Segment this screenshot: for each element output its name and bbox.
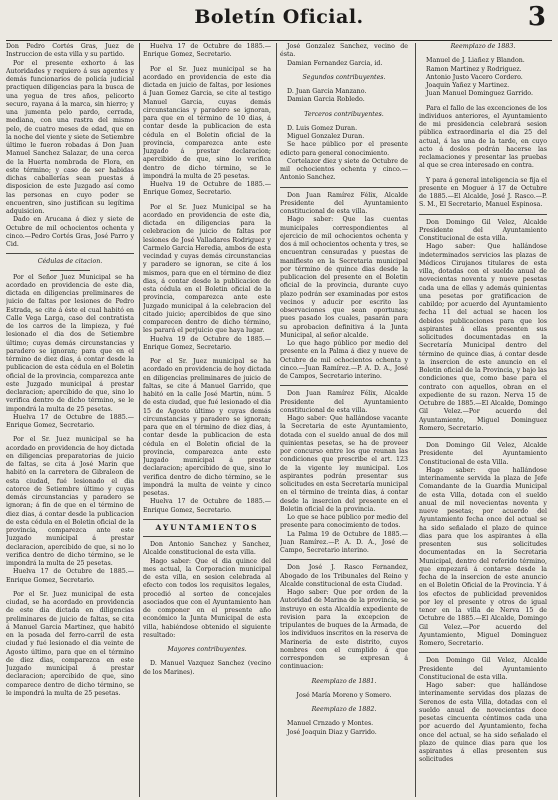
list-item: D. Manuel Vazquez Sanchez (vecino de los Marines). [143, 660, 271, 676]
signature: Huelva 17 de Octubre de 1885.—Enrique Gomez, Secretario. [143, 498, 271, 514]
paragraph: Por el presente exhorto á las Autoridades y requiero á sus agentes y demás funcionarios de policía judicial practiquen diligencias para la busca de una yegua de tres años, pelicorto securo, rayana á la marca, sin hierro; y una jumenta pelo pardo, cerrada, mediana, con una rastra del mismo pelo, de cuatro meses de edad, que en la noche del viente y siete de Setiembre último le fueron robadas á Don Juan Manuel Sanchez Salazar, de una cerca de la Huerta nombrada de Flora, en este término; y caso de ser habidas dichas caballerías sean puestas á disposicion de este Juzgado así como las personas en cuyo poder se encuentren, sino justifican su legítima adquisicion. [6, 59, 134, 215]
paragraph: Por el Señor Juez Municipal se ha acordado en providencia de este dia, dictada en diligencias preliminares de juicio de faltas por lesiones de Pedro Estrada, se cite á éste el cual habitó en Calle Vega Larga, caso del contratista de los carros de la limpieza, y fué lesionado el dia dos de Setiembre último; cuyas demás circunstancias y paradero se ignoran; para que en el término de diez dias, á contar desde la publicacion de esta cédula en el Boletin oficial de la provincia, comparezca ante este Juzgado municipal á prestar declaracion; apercibido de que, sino lo verifica dentro de dicho término, se le impondrá la multa de 25 pesetas. [6, 273, 134, 413]
page-header [0, 0, 558, 42]
subheading: Reemplazo de 1883. [450, 43, 516, 50]
column-4 [419, 43, 547, 797]
column-1 [6, 43, 134, 797]
paragraph: Don Domingo Gil Velez, Alcalde Presidente del Ayuntamiento Constitucional de esta Villa. [419, 442, 547, 466]
paragraph: Lo que hago público por medio del presente en la Palma á diez y nueve de Octubre de mil ochocientos ochenta y cinco.—Juan Ramírez.—P. A. D. A., José de Campos, Secretario interino. [280, 340, 408, 380]
paragraph: Don Domingo Gil Velez, Alcalde Presidente del Ayuntamiento Constitucional de esta villa. [419, 657, 547, 681]
list-item: Damian Garcia Robledo. [287, 96, 365, 104]
paragraph: Hago saber: Que hallándose indeterminados servicios las plazas de Médicos Cirujanos titulares de esta villa, dotadas con el sueldo anual de novecientas noventa y nueve pesetas cada una de ellas y además quinientas una pesetas por gratificacion de cabildo; por acuerdo del Ayuntamiento fecha 11 del actual se hacen los debidos publicaciones para que los aspirantes á ellas presenten sus solicitudes documentadas en la Secretaría Municipal dentro del término de quince dias, á contar desde la insercion de este anuncio en el Boletin oficial de la Provincia, y bajo las condiciones que, como base para el contrato con aquellos, obran en el expediente de su razon. Nerva 15 de Octubre de 1885.—El Alcalde, Domingo Gil Velez.—Por acuerdo del Ayuntamiento, Miguel Dominguez Romero, Secretario. [419, 243, 547, 432]
paragraph: Dado en Arucana á diez y siete de Octubre de mil ochocientos ochenta y cinco.—Pedro Cortés Gras, José Parro y Cid. [6, 216, 134, 248]
page-number: 3 [527, 2, 546, 32]
paragraph: Don Domingo Gil Velez, Alcalde Presidente del Ayuntamiento Constitucional de esta villa. [419, 218, 547, 242]
paragraph: Lo que se hace público por medio del presente para conocimiento de todos. [280, 514, 408, 530]
column-separator [276, 43, 277, 797]
subheading: Terceros contribuyentes. [304, 110, 384, 118]
paragraph: Hago saber: que hallándose interinamente servidas dos plazas de Serenos de esta Villa, dotadas con el sueldo anual de novecientas doce pesetas cincuenta céntimos cada una por acuerdo del Ayuntamiento, fecha once del actual, se ha sido señalado el plazo de quince dias para que los aspirantes á ellas presenten sus solicitudes [419, 682, 547, 764]
paragraph: Por el Sr. Juez municipal de esta ciudad, se ha acordado en providencia de este dia dictada en diligencias preliminares de juicio de faltas, se cita á Manuel Garcia Martinez, que habitó en la posada del ferro-carril de esta ciudad y fué lesionado el dia veinte de Agosto último, para que en el término de diez dias, comparezca en este Juzgado municipal á prestar declaracion; apercibido de que, sino comparece dentro de dicho término, se le impondrá la multa de 25 pesetas. [6, 590, 134, 697]
paragraph: Don Juan Ramírez Félix, Alcalde Presidente del Ayuntamiento constitucional de esta villa. [280, 390, 408, 414]
paragraph: Don Antonio Sanchez y Sanchez, Alcalde constitucional de esta villa. [143, 541, 271, 557]
list-item: José Gonzalez Sanchez, vecino de ésta. [280, 43, 408, 59]
section-divider [280, 187, 408, 188]
column-2 [143, 43, 271, 797]
list-item: D. Luis Gomez Duran. [287, 124, 358, 132]
column-separator [415, 43, 416, 797]
list-item: José Joaquin Diaz y Garrido. [287, 728, 377, 736]
subheading: Mayores contribuyentes. [167, 646, 247, 653]
paragraph: Por el Sr. Juez municipal se ha acordado en providencia de este dia dictada en juicio de faltas, por lesiones á Juan Gomez Garcia, se cite al testigo Manuel Garcia, cuyas demás circunstancias y paradero se ignoran, para que en el término de 10 dias, á contar desde la publicacion de esta cédula en el Boletin oficial de la provincia, comparezca ante este Juzgado á prestar declaracion; apercibido de que, sino lo verifica dentro de dicho término, se le impondrá la multa de 25 pesetas. [143, 65, 271, 180]
section-divider [143, 536, 271, 537]
section-heading: Cédulas de citacion. [37, 258, 103, 266]
signature: Huelva 17 de Octubre de 1885.—Enrique Gomez, Secretario. [6, 413, 134, 429]
paragraph: Don Juan Ramírez Félix, Alcalde Presidente del Ayuntamiento constitucional de esta villa. [280, 191, 408, 215]
list-item: Ramon Martinez y Rodriguez. [426, 65, 522, 73]
paragraph: Por el Sr. Juez municipal se ha acordado en providencia de hoy dictada en diligencias preparatorias de juicio de faltas, se cita á José Marin que habitó en la carretera de Gibraleon de esta ciudad, fué lesionado el dia catorce de Setiembre último y cuyas demás circunstancias y paradero se ignoran; á fin de que en el término de diez dias, á contar desde la publicacion de esta cédula en el Boletin oficial de la provincia, comparezca ante este Juzgado municipal á prestar declaracion, apercibido de que, si no lo verifica dentro de dicho término, se le impondrá la multa de 25 pesetas. [6, 436, 134, 567]
section-divider [6, 253, 134, 254]
list-item: Manuel de J. Liañez y Blandon. [426, 57, 525, 65]
section-heading-ayuntamientos: AYUNTAMIENTOS [155, 522, 259, 532]
list-item: D. Juan Garcia Manzano. [287, 88, 367, 95]
subheading: Segundos contribuyentes. [302, 73, 386, 81]
list-item: José María Moreno y Somero. [296, 691, 392, 699]
paragraph: Hago saber: Que las cuentas municipales correspondientes al ejercicio de mil ochocientos ochenta y dos á mil ochocientos ochenta y tres, se encuentran censuradas y puestas de manifiesto en la Secretaria municipal por término de quince dias desde la publicacion del presente en el Boletin oficial de la provincia, durante cuyo plazo podrán ser examinadas por estos vecinos y aducir por escrito las observaciones que sean oportunas; pues pasado los cuales, pasarán para su aprobacion definitiva á la Junta Municipal, al señor alcalde. [280, 216, 408, 339]
list-item: Damian Fernandez Garcia, id. [287, 59, 383, 67]
subheading: Reemplazo de 1882. [311, 706, 377, 713]
column-3 [280, 43, 408, 797]
paragraph: Para el fallo de las excenciones de los individuos anteriores, el Ayuntamiento de mi presidencia celebrará sesion pública extraordinaria el dia 25 del actual, á las una de la tarde, en cuyo acto á doslos podrán hacerse las reclamaciones y presentar las pruebas al que se crea interesado en contra. [419, 104, 547, 170]
section-divider [280, 385, 408, 386]
paragraph: Don José J. Rasco Fernandez, Abogado de los Tribunales del Reino y Alcalde constitucional de esta Ciudad. [280, 564, 408, 588]
list-item: Manuel Crnzado y Montes. [287, 720, 374, 728]
list-item: Miguel Gonzalez Duran. [287, 133, 365, 140]
paragraph: Y para á general inteligencia se fija el presente en Moguer á 17 de Octubre de 1885.—El Alcalde, José J. Rasco.—P. S. M., El Secretario, Manuel Espinosa. [419, 176, 547, 209]
columns [0, 43, 558, 800]
signature: Huelva 19 de Octubre de 1885.—Enrique Gomez, Secretario. [143, 335, 271, 351]
column-separator [139, 43, 140, 797]
paragraph: Hago saber: Que por orden de la Autoridad de Marina de la provincia, se instruyo en esta Alcaldía expediente de revision para la excepcion de tripulantes de buques de la Armada, de los individuos inscritos en la reserva de Marineria de este distrito, cuyos nombres con el cumplido á que corresponden se expresan á continuacion: [280, 589, 408, 671]
list-item: Antonio Justo Vacero Cordero. [426, 73, 523, 81]
signature: Huelva 17 de Octubre de 1885.—Enrique Gomez, Secretario. [143, 43, 271, 59]
paragraph: Por el Sr. Juez Municipal se ha acordado en providencia de este dia, dictada en diligencias para la celebracion de juicio de faltas por lesiones de José Valladares Rodriguez y Carmelo Garcia Heredia, ambos de esta vecindad y cuyas demás circunstancias y paradero se ignoran, se cite á los mismos, para que en el término de diez dias, á contar desde la publicacion de esta cédula en el Boletin oficial de la provincia, comparezca ante este Juzgado municipal á la celebracion del citado juicio; apercibidos de que sino comparecen dentro de dicho término, les parará el perjuicio que haya lugar. [143, 203, 271, 335]
section-divider [419, 652, 547, 653]
section-divider [419, 214, 547, 215]
section-divider [143, 519, 271, 520]
paragraph: Cortelazor diez y siete de Octubre de mil ochocientos ochenta y cinco.—Antonio Sanchez. [280, 157, 408, 182]
list-item: Joaquin Yañez y Martinez. [426, 82, 510, 89]
paragraph: Por el Sr. Juez municipal se ha acordado en providencia de hoy dictada en diligencias preliminares de juicio de faltas, se cite á Manuel Garrido, que habitó en la calle José Martin, núm. 5 de esta ciudad, que fué lesionado el dia 15 de Agosto último y cuyas demás circunstancias y paradero se ignoran; para que en el término de diez dias, á contar desde la publicacion de esta cédula en el Boletin oficial de la provincia, comparezca ante este Juzgado municipal á prestar declaracion; apercibido de que, sino lo verifica dentro de dicho término, se le impondrá la multa de veinte y cinco pesetas. [143, 358, 271, 497]
edict-heading: Don Pedro Cortés Gras, Juez de Instruccion de esta villa y su partido. [6, 43, 134, 59]
section-divider [419, 437, 547, 438]
header-rule [6, 40, 552, 41]
signature: Huelva 19 de Octubre de 1885.—Enrique Gomez, Secretario. [143, 181, 271, 197]
section-divider [280, 559, 408, 560]
newspaper-title: Boletín Oficial. [194, 6, 364, 28]
list-item: Juan Manuel Dominguez Garrido. [426, 90, 533, 98]
short-rule [50, 270, 90, 271]
paragraph: Se hace público por el presente edicto para general conocimiento. [280, 141, 408, 157]
paragraph: Hago saber: Que hallándose vacante la Secretaria de este Ayuntamiento, dotada con el sueldo anual de dos mil quinientas pesetas, se ha de proveer por concurso entre los que reunan las condiciones que prescribe el art. 123 de la vigente ley municipal. Los aspirantes podrán presentar sus solicitudes en esta Secretaría municipal en el término de treinta dias, á contar desde la insercion del presente en el Boletin oficial de la provincia. [280, 415, 408, 513]
paragraph: Hago saber: que hallándose interinamente servida la plaza de Jefe Comandante de la Guardia Municipal de esta Villa, dotada con el sueldo anual de mil novecientas noventa y nueve pesetas; por acuerdo del Ayuntamiento fecha once del actual se ha sido señalado el plazo de quince dias para que los aspirantes á ella presenten sus solicitudes documentadas en la Secretaria Municipal, dentro del referido término, que empezará á contarse desde la fecha de la insercion de este anuncio en el Boletin Oficial de la Provincia. Y á los efectos de publicidad prevenidos por ley el presente y otros de igual tenor en la villa de Nerva 15 de Octubre de 1885.—El Alcalde, Domingo Gil Velez.—Por acuerdo del Ayuntamiento, Miguel Dominguez Romero, Secretario. [419, 466, 547, 647]
signature: Huelva 17 de Octubre de 1885.—Enrique Gomez, Secretario. [6, 568, 134, 584]
subheading: Reemplazo de 1881. [311, 677, 377, 685]
paragraph: La Palma 19 de Octubre de 1885.—Juan Ramírez.—P. A. D. A., José de Campo, Secretario interino. [280, 530, 408, 554]
paragraph: Hago saber: Que el dia quince del mes actual, la Corporacion municipal de esta villa, en sesion celebrada al efecto con todos los requisitos legales, procedió al sorteo de concejales asociados que con el Ayuntamiento han de componer en el presente año económico la Junta Municipal de esta villa, habiéndose obtenido el siguiente resultado: [143, 557, 271, 639]
